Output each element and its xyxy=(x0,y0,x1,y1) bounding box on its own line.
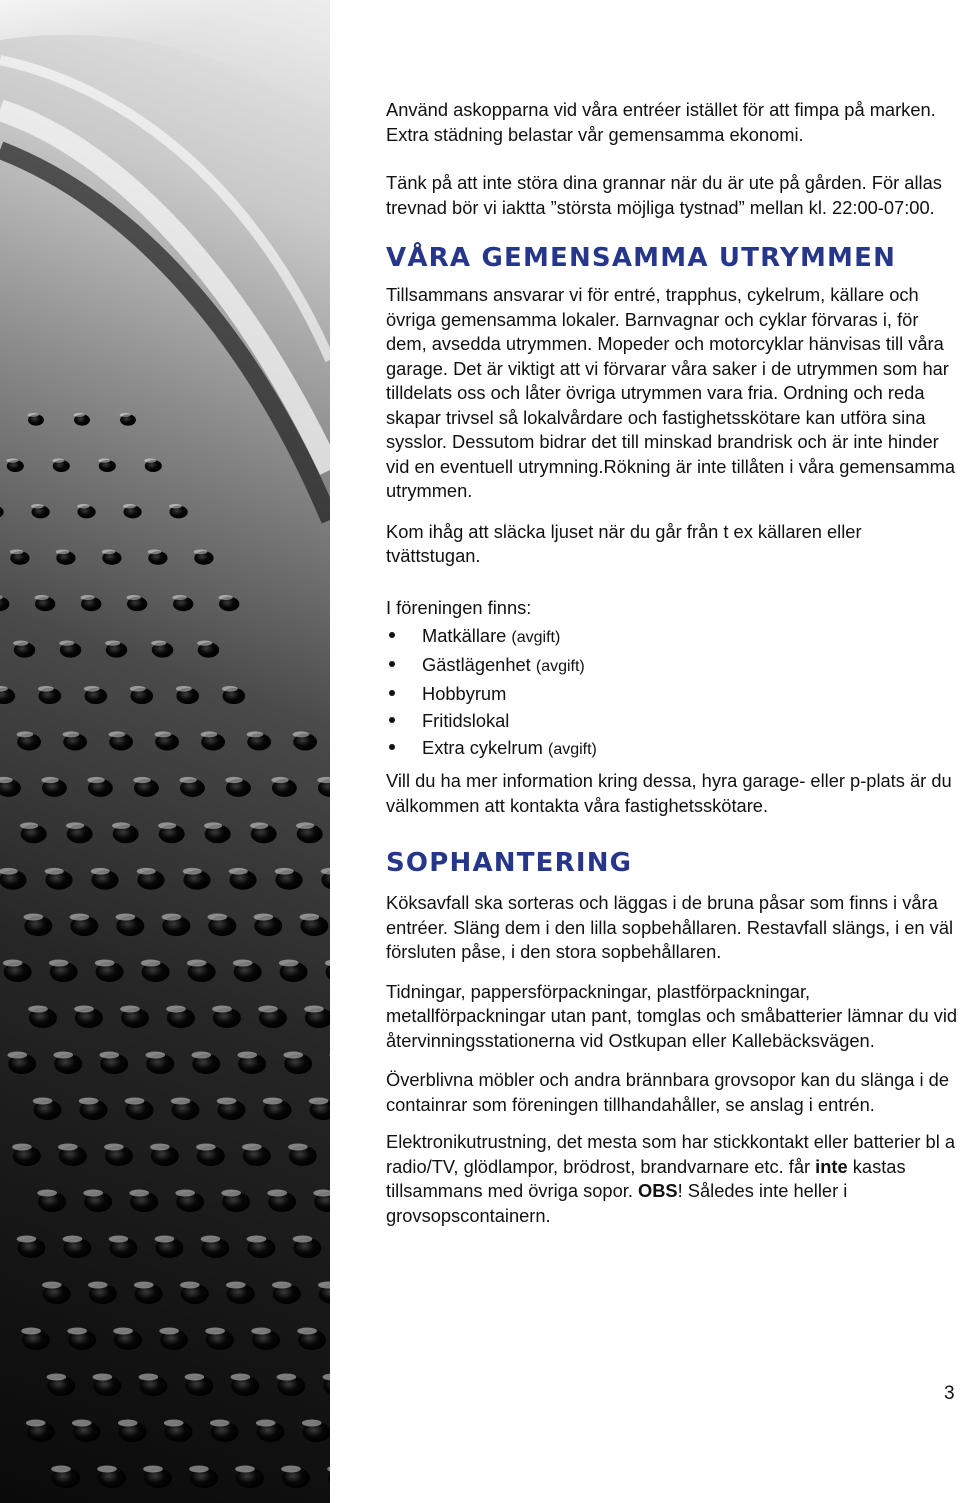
drum-hole-highlight xyxy=(74,413,85,417)
drum-hole-highlight xyxy=(323,1374,330,1381)
drum-hole-highlight xyxy=(112,822,130,828)
drum-hole-highlight xyxy=(70,914,90,921)
drum-hole-highlight xyxy=(218,595,232,600)
intro-paragraph-1: Använd askopparna vid våra entréer istället för att fimpa på marken. Extra städning belastar vår gemensamma ekonomi. xyxy=(386,99,936,145)
drum-hole-highlight xyxy=(205,1328,225,1335)
drum-hole-highlight xyxy=(54,1052,74,1059)
drum-hole-highlight xyxy=(126,595,140,600)
list-item-note: (avgift) xyxy=(535,658,585,675)
drum-hole-highlight xyxy=(97,1466,117,1473)
list-item-label: Matkällare xyxy=(422,625,507,646)
drum-hole-highlight xyxy=(281,1466,301,1473)
drum-hole xyxy=(0,506,4,519)
drum-hole-highlight xyxy=(58,1144,78,1151)
drum-hole-highlight xyxy=(134,1282,154,1289)
page-content xyxy=(386,98,958,1228)
drum-hole-highlight xyxy=(77,504,90,508)
drum-hole-highlight xyxy=(31,504,44,508)
drum-hole-highlight xyxy=(26,1420,46,1427)
drum-hole-highlight xyxy=(258,1006,278,1013)
drum-hole-highlight xyxy=(79,1098,99,1105)
facilities-intro: I föreningen finns: xyxy=(386,596,532,618)
list-item-note: (avgift) xyxy=(547,741,597,758)
drum-hole-highlight xyxy=(28,413,39,417)
drum-hole-highlight xyxy=(293,731,310,737)
drum-hole-highlight xyxy=(164,1420,184,1427)
drum-hole-highlight xyxy=(102,549,115,554)
drum-hole-highlight xyxy=(317,777,330,783)
drum-hole-highlight xyxy=(254,914,274,921)
drum-hole-highlight xyxy=(17,731,34,737)
kitchen-waste-paragraph: Köksavfall ska sorteras och läggas i de bruna påsar som finns i våra entréer. Släng dem i den lilla sopbehållaren. Restavfall slängs, i en väl försluten påse, i den stora sopbehållaren. xyxy=(386,892,954,962)
drum-hole-highlight xyxy=(37,1190,57,1197)
drum-hole-highlight xyxy=(210,1420,230,1427)
drum-hole-highlight xyxy=(120,1006,140,1013)
drum-hole-highlight xyxy=(13,640,28,645)
drum-hole-highlight xyxy=(52,458,64,462)
drum-hole-highlight xyxy=(325,960,330,967)
drum-hole-highlight xyxy=(247,731,264,737)
intro-paragraph-2: Tänk på att inte störa dina grannar när du är ute på gården. För allas trevnad bör vi iaktta ”största möjliga tystnad” mellan kl. 22:00-07:00. xyxy=(386,172,942,218)
drum-hole-highlight xyxy=(146,1052,166,1059)
drum-hole-highlight xyxy=(63,1236,83,1243)
drum-hole-highlight xyxy=(171,1098,191,1105)
section-heading-waste: SOPHANTERING xyxy=(386,848,633,878)
list-item xyxy=(386,707,958,734)
drum-hole-highlight xyxy=(109,1236,129,1243)
drum-hole-highlight xyxy=(47,1374,67,1381)
drum-hole-highlight xyxy=(88,1282,108,1289)
drum-hole-highlight xyxy=(330,1052,331,1059)
drum-hole-highlight xyxy=(187,960,207,967)
drum-hole-highlight xyxy=(84,686,100,692)
drum-hole-highlight xyxy=(139,1374,159,1381)
drum-hole-highlight xyxy=(151,640,166,645)
drum-hole-highlight xyxy=(197,640,212,645)
drum-hole-highlight xyxy=(172,595,186,600)
drum-hole-highlight xyxy=(72,1420,92,1427)
drum-hole-highlight xyxy=(231,1374,251,1381)
drum-hole-highlight xyxy=(321,868,330,875)
drum-hole-highlight xyxy=(159,1328,179,1335)
list-item-label: Fritidslokal xyxy=(422,710,510,731)
drum-hole-highlight xyxy=(125,1098,145,1105)
bulky-waste-paragraph: Överblivna möbler och andra brännbara grovsopor kan du slänga i de containrar som föreningen tillhandahåller, se anslag i entrén. xyxy=(386,1069,949,1115)
drum-hole-highlight xyxy=(263,1098,283,1105)
drum-hole-highlight xyxy=(34,595,48,600)
drum-hole-highlight xyxy=(93,1374,113,1381)
drum-hole-highlight xyxy=(194,549,207,554)
drum-hole-highlight xyxy=(226,1282,246,1289)
drum-photo xyxy=(0,0,330,1503)
contact-paragraph: Vill du ha mer information kring dessa, hyra garage- eller p-plats är du välkommen att kontakta våra fastighetsskötare. xyxy=(386,770,952,816)
emphasis-obs: OBS xyxy=(637,1180,678,1201)
drum-hole-highlight xyxy=(297,1328,317,1335)
drum-hole-highlight xyxy=(229,868,248,875)
drum-hole-highlight xyxy=(116,914,136,921)
drum-hole-highlight xyxy=(148,549,161,554)
drum-hole-highlight xyxy=(279,960,299,967)
drum-hole-highlight xyxy=(256,1420,276,1427)
drum-hole-highlight xyxy=(309,1098,329,1105)
drum-hole-highlight xyxy=(38,686,54,692)
facilities-list xyxy=(386,622,958,763)
list-item-label: Hobbyrum xyxy=(422,683,507,704)
drum-hole-highlight xyxy=(130,686,146,692)
drum-hole-highlight xyxy=(189,1466,209,1473)
drum-hole-highlight xyxy=(95,960,115,967)
electronics-paragraph xyxy=(386,1130,958,1228)
drum-hole-highlight xyxy=(175,1190,195,1197)
drum-hole-highlight xyxy=(221,1190,241,1197)
drum-hole-highlight xyxy=(91,868,110,875)
drum-hole-highlight xyxy=(196,1144,216,1151)
drum-hole-highlight xyxy=(63,731,80,737)
drum-hole-highlight xyxy=(185,1374,205,1381)
drum-hole-highlight xyxy=(143,1466,163,1473)
drum-hole-highlight xyxy=(137,868,156,875)
drum-hole-highlight xyxy=(222,686,238,692)
drum-hole-highlight xyxy=(80,595,94,600)
drum-hole-highlight xyxy=(169,504,182,508)
drum-hole-highlight xyxy=(242,1144,262,1151)
drum-hole-highlight xyxy=(150,1144,170,1151)
electronics-text-mid: kastas tillsammans med övriga sopor. xyxy=(386,1155,906,1201)
drum-hole-highlight xyxy=(288,1144,308,1151)
drum-hole-highlight xyxy=(201,731,218,737)
drum-hole-highlight xyxy=(20,822,38,828)
drum-hole-highlight xyxy=(51,1466,71,1473)
drum-hole-highlight xyxy=(67,1328,87,1335)
list-item-note: (avgift) xyxy=(511,629,561,646)
drum-hole-highlight xyxy=(133,777,150,783)
drum-hole-highlight xyxy=(217,1098,237,1105)
drum-hole-highlight xyxy=(208,914,228,921)
drum-hole-highlight xyxy=(272,1282,292,1289)
section-heading-common-spaces: VÅRA GEMENSAMMA UTRYMMEN xyxy=(386,243,897,273)
drum-hole-highlight xyxy=(118,1420,138,1427)
list-item-label: Extra cykelrum xyxy=(422,737,543,758)
drum-hole-highlight xyxy=(225,777,242,783)
drum-hole-highlight xyxy=(105,640,120,645)
drum-hole-highlight xyxy=(313,1190,330,1197)
lights-paragraph: Kom ihåg att släcka ljuset när du går från t ex källaren eller tvättstugan. xyxy=(386,520,862,566)
bullet-icon xyxy=(389,744,395,750)
drum-hole-highlight xyxy=(49,960,69,967)
drum-hole-highlight xyxy=(104,1144,124,1151)
drum-hole-highlight xyxy=(113,1328,133,1335)
drum-hole-highlight xyxy=(233,960,253,967)
drum-hole-highlight xyxy=(293,1236,313,1243)
page-number: 3 xyxy=(944,1383,955,1404)
drum-hole-highlight xyxy=(141,960,161,967)
drum-hole-highlight xyxy=(7,1052,27,1059)
drum-hole-highlight xyxy=(45,868,64,875)
drum-hole-highlight xyxy=(59,640,74,645)
drum-hole-highlight xyxy=(296,822,314,828)
drum-hole-highlight xyxy=(123,504,136,508)
drum-hole-highlight xyxy=(212,1006,232,1013)
list-item xyxy=(386,734,958,763)
drum-hole-highlight xyxy=(318,1282,330,1289)
drum-hole-highlight xyxy=(42,1282,62,1289)
drum-hole-highlight xyxy=(6,458,18,462)
drum-hole-highlight xyxy=(3,960,23,967)
common-spaces-paragraph: Tillsammans ansvarar vi för entré, trapphus, cykelrum, källare och övriga gemensamma lokaler. Barnvagnar och cyklar förvaras i, för dem, avsedda utrymmen. Mopeder och motorcyklar hänvisas till våra garage. Det är viktigt att vi förvarar våra saker i de utrymmen som har tilldelats oss och låter övriga utrymmen vara fria. Ordning och reda skapar trivsel så lokalvårdare och fastighetsskötare kan utföra sina sysslor. Dessutom bidrar det till minskad brandrisk och är inte hinder vid en eventuell utrymning.Rökning är inte tillåten i våra gemensamma utrymmen. xyxy=(386,284,956,501)
drum-hole-highlight xyxy=(155,731,172,737)
drum-hole-highlight xyxy=(21,1328,41,1335)
drum-hole-highlight xyxy=(302,1420,322,1427)
drum-hole-highlight xyxy=(275,868,294,875)
drum-photo-art xyxy=(0,0,330,1503)
list-item xyxy=(386,680,958,707)
drum-hole-highlight xyxy=(10,549,23,554)
drum-hole-highlight xyxy=(284,1052,304,1059)
drum-hole-highlight xyxy=(238,1052,258,1059)
drum-hole-highlight xyxy=(300,914,320,921)
drum-hole-highlight xyxy=(28,1006,48,1013)
emphasis-inte: inte xyxy=(815,1155,848,1177)
drum-hole-highlight xyxy=(129,1190,149,1197)
drum-hole-highlight xyxy=(33,1098,53,1105)
drum-hole-highlight xyxy=(304,1006,324,1013)
drum-hole-highlight xyxy=(158,822,176,828)
drum-hole-highlight xyxy=(277,1374,297,1381)
drum-hole-highlight xyxy=(166,1006,186,1013)
drum-hole-highlight xyxy=(327,1466,330,1473)
drum-hole-highlight xyxy=(204,822,222,828)
drum-hole-highlight xyxy=(250,822,268,828)
drum-hole-highlight xyxy=(120,413,131,417)
drum-hole-highlight xyxy=(251,1328,271,1335)
drum-hole-highlight xyxy=(17,1236,37,1243)
list-item xyxy=(386,622,958,651)
drum-hole-highlight xyxy=(183,868,202,875)
drum-hole-highlight xyxy=(56,549,69,554)
drum-hole-highlight xyxy=(247,1236,267,1243)
drum-hole-highlight xyxy=(176,686,192,692)
drum-hole-highlight xyxy=(201,1236,221,1243)
list-item xyxy=(386,651,958,680)
drum-hole-highlight xyxy=(100,1052,120,1059)
drum-hole-highlight xyxy=(87,777,104,783)
drum-hole-highlight xyxy=(41,777,58,783)
recycling-paragraph: Tidningar, pappersförpackningar, plastförpackningar, metallförpackningar utan pant, tomglas och småbatterier lämnar du vid återvinningsstationerna vid Ostkupan eller Kallebäcksvägen. xyxy=(386,980,958,1051)
electronics-text-end: ! Således inte heller i grovsopscontainern. xyxy=(386,1180,848,1226)
drum-hole-highlight xyxy=(12,1144,32,1151)
bullet-icon xyxy=(389,632,395,638)
drum-hole-highlight xyxy=(267,1190,287,1197)
bullet-icon xyxy=(389,717,395,723)
drum-hole-highlight xyxy=(24,914,44,921)
drum-hole-highlight xyxy=(74,1006,94,1013)
drum-hole-highlight xyxy=(83,1190,103,1197)
drum-hole-highlight xyxy=(109,731,126,737)
drum-hole-highlight xyxy=(66,822,84,828)
drum-hole-highlight xyxy=(179,777,196,783)
electronics-text-start: Elektronikutrustning, det mesta som har stickkontakt eller batterier bl a radio/TV, glödlampor, brödrost, brandvarnare etc. får xyxy=(386,1131,956,1177)
drum-hole-highlight xyxy=(192,1052,212,1059)
drum-hole-highlight xyxy=(235,1466,255,1473)
drum-hole-highlight xyxy=(271,777,288,783)
drum-hole-highlight xyxy=(98,458,110,462)
bullet-icon xyxy=(389,661,395,667)
drum-hole-highlight xyxy=(180,1282,200,1289)
bullet-icon xyxy=(389,690,395,696)
drum-hole-highlight xyxy=(162,914,182,921)
list-item-label: Gästlägenhet xyxy=(422,654,531,675)
drum-hole-highlight xyxy=(144,458,156,462)
drum-hole-highlight xyxy=(155,1236,175,1243)
